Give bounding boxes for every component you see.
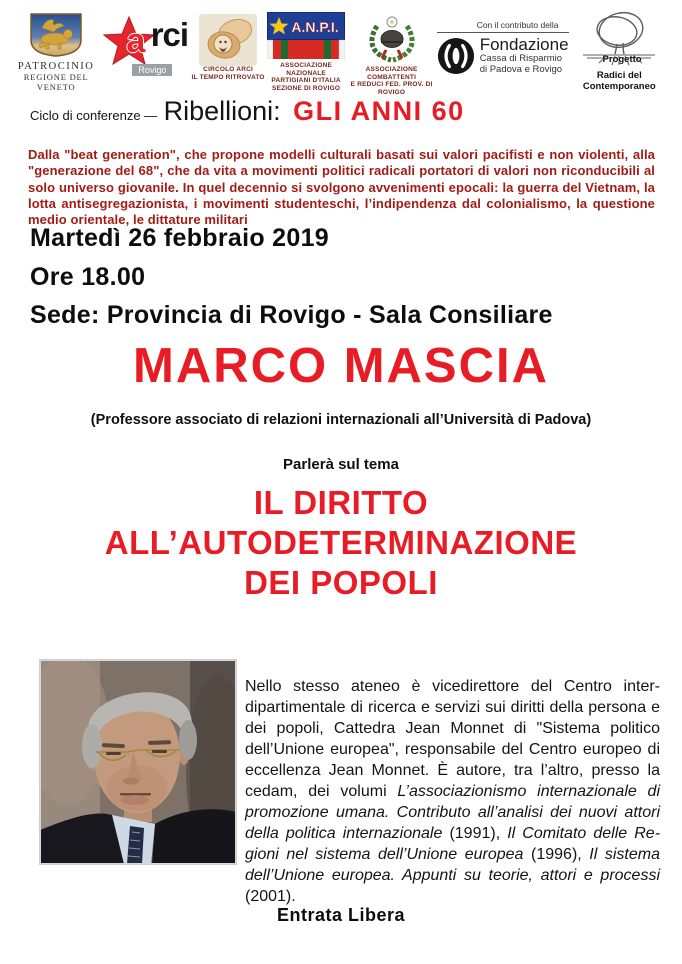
anpi-caption-line1: ASSOCIAZIONE [280, 62, 333, 69]
series-title-line [30, 96, 465, 127]
circolo-caption-line1: CIRCOLO ARCI [203, 66, 253, 73]
circolo-cookies-icon [199, 14, 257, 66]
arci-wordmark: rci [150, 16, 189, 53]
logo-anpi [266, 12, 347, 92]
free-entry-note: Entrata Libera [276, 905, 406, 925]
radici-progetto-label: Progetto [602, 54, 642, 65]
anpi-caption-line4: SEZIONE DI ROVIGO [272, 84, 341, 92]
logo-arci-rovigo [100, 16, 190, 76]
bio-section [40, 660, 660, 923]
event-date: Martedì 26 febbraio 2019 [30, 224, 329, 252]
arci-city-label: Rovigo [132, 64, 172, 76]
fondazione-name: Fondazione [479, 35, 569, 54]
fondazione-mark-icon [437, 37, 475, 75]
combattenti-wreath-icon [364, 14, 420, 66]
logo-strip [12, 6, 670, 98]
logo-radici-contemporaneo [569, 10, 670, 92]
anpi-caption-line3: PARTIGIANI D'ITALIA [271, 77, 341, 84]
circolo-caption-line2: IL TEMPO RITROVATO [191, 73, 265, 81]
anpi-caption-line2: NAZIONALE [286, 69, 326, 77]
veneto-caption-line1: PATROCINIO [17, 61, 95, 72]
event-venue: Sede: Provincia di Rovigo - Sala Consiliare [30, 301, 553, 329]
logo-circolo-arci [191, 14, 266, 81]
anpi-acronym-text: A.N.P.I. [291, 19, 339, 35]
series-prefix: Ciclo di conferenze — [30, 108, 158, 123]
combattenti-caption-line2: E REDUCI FED. PROV. DI ROVIGO [350, 81, 433, 96]
logo-combattenti [346, 14, 436, 96]
speaker-role: (Professore associato di relazioni internazionali all’Università di Padova) [90, 412, 592, 428]
combattenti-caption-line1: ASSOCIAZIONE COMBATTENTI [365, 66, 418, 81]
veneto-shield-icon [28, 12, 84, 58]
logo-regione-veneto [12, 12, 100, 92]
logo-fondazione-cariparo [437, 20, 569, 75]
talk-title-line2: ALL’AUTODETERMINAZIONE [104, 524, 578, 561]
fondazione-sub-line1: Cassa di Risparmio [479, 53, 563, 64]
veneto-caption-line2: REGIONE DEL VENETO [23, 72, 89, 92]
talk-title-line3: DEI POPOLI [244, 564, 438, 601]
talk-title-line1: IL DIRITTO [253, 484, 429, 521]
speaker-name: MARCO MASCIA [133, 339, 549, 393]
fondazione-sub-line2: di Padova e Rovigo [479, 63, 563, 75]
bio-text: Nello stesso ateneo è vicedirettore del Centro interdipartimentale di ricerca e servizi sui diritti della persona e dei popoli, Cattedra Jean Monnet di "Sistema politico dell’Unione europea", responsabile del Centro europeo di eccellenza Jean Monnet. È autore, tra l’altro, presso la cedam, dei volumi L’associazionismo internazionale di promozione umana. Contributo all’analisi dei nuovi attori della politica internazionale (1991), Il Comitato delle Regioni nel sistema dell’Unione europea (1996), Il sistema dell’Unione europea. Appunti su teorie, attori e processi (2001). [245, 678, 661, 905]
anpi-flag-icon [267, 12, 345, 59]
event-time: Ore 18.00 [30, 263, 146, 291]
radici-caption: Radici del Contemporaneo [582, 70, 656, 92]
fondazione-contribution-line: Con il contributo della [437, 20, 569, 33]
speaker-photo [40, 660, 236, 864]
arci-letter-a: a [126, 22, 146, 60]
series-name: Ribellioni: [163, 96, 281, 126]
series-theme: GLI ANNI 60 [293, 96, 465, 126]
talk-lead: Parlerà sul tema [283, 456, 399, 473]
intro-paragraph: Dalla "beat generation", che propone modelli culturali basati sui valori pacifisti e non violenti, alla "generazione del 68", che da vita a movimenti politici radicali portatori di valori non riconducibili al solo universo giovanile. In quel decennio si svolgono avvenimenti epocali: la guerra del Vietnam, la lotta antisegregazionista, i movimenti studenteschi, l’indipendenza dal colonialismo, la questione medio orientale, le dittature militari [28, 147, 655, 228]
talk-title [0, 483, 682, 603]
